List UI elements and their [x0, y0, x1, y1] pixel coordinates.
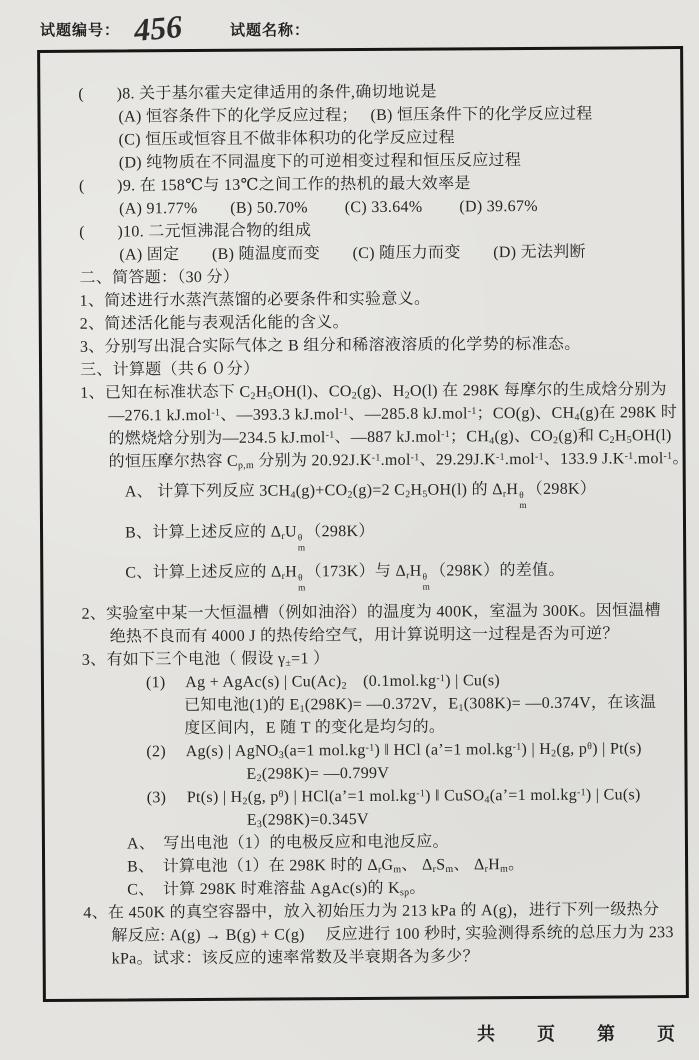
- calc-p1-part-a: A、 计算下列反应 $3CH_4(g)+CO_2(g)=2$ $C_2H_5OH(l)$ 的 $\Delta_rH$ θ m （298K）: [124, 480, 597, 511]
- calc-p3-cell-2-emf: $E_2(298K)=$ —0.799V: [246, 764, 390, 785]
- page-footer-pagination: 共 页 第 页: [477, 1024, 677, 1044]
- calc-p1-line-3: 的燃烧焓分别为—234.5 kJ.mol$^{-1}$、—887 kJ.mol$^{-1}$；$CH_4(g)$、$CO_2(g)$和 $C_2H_5OH(l)$: [108, 427, 672, 448]
- calc-p2-line-2: 绝热不良而有 4000 J 的热传给空气，用计算说明这一过程是否为可逆？: [109, 625, 619, 646]
- calc-p3-head: 3、有如下三个电池（ 假设 $\gamma_\pm=1$ ）: [81, 650, 330, 669]
- calc-p1-line-2: —276.1 kJ.mol$^{-1}$、—393.3 kJ.mol$^{-1}$、—285.8 kJ.mol$^{-1}$；CO(g)、$CH_4(g)$在 298K 时: [108, 404, 678, 425]
- q10-options: (A) 固定 (B) 随温度而变 (C) 随压力而变 (D) 无法判断: [119, 243, 586, 264]
- calc-p1-part-b: B、计算上述反应的 $\Delta_rU$ θ m （298K）: [124, 522, 375, 553]
- calc-p4-line-3: kPa。试求：该反应的速率常数及半衰期各为多少？: [111, 948, 479, 968]
- short-answer-item-2: 2、简述活化能与表观活化能的含义。: [79, 314, 349, 333]
- calc-p3-cell-2: (2) Ag(s) | AgNO$_3$(a=1 $mol.kg^{-1}$) ‖ HCl (a’=1 $mol.kg^{-1}$) | $H_2(g$, $p^\theta$) | Pt(s): [146, 740, 642, 761]
- calc-p3-cell-1: (1) Ag + AgAc(s) | $Cu(Ac)_2$ $(0.1mol.kg^{-1})$ | Cu(s): [145, 672, 501, 692]
- calc-p4-line-2: 解反应: A(g) → B(g) + C(g) 反应进行 100 秒时, 实验测得系统的总压力为 233: [111, 924, 674, 945]
- q8-option-c: (C) 恒压或恒容且不做非体积功的化学反应过程: [118, 129, 455, 149]
- calc-p3-part-c: C、 计算 298K 时难溶盐 AgAc(s)的 $K_{sp}$。: [127, 879, 426, 899]
- exam-name-label: 试题名称：: [230, 23, 311, 39]
- q10-stem: ( )10. 二元恒沸混合物的组成: [79, 222, 312, 241]
- calc-p1-line-4: 的恒压摩尔热容 $C_{p,m}$ 分别为 $20.92J.K^{-1}.mol^{-1}$、$29.29J.K^{-1}.mol^{-1}$、133.9 $J.K^{-1}.mol^{-1}$。: [108, 450, 689, 472]
- calculation-title: 三、计算题（共６０分）: [80, 360, 260, 379]
- q8-option-d: (D) 纯物质在不同温度下的可逆相变过程和恒压反应过程: [118, 152, 522, 172]
- q8-options-ab: (A) 恒容条件下的化学反应过程； (B) 恒压条件下的化学反应过程: [118, 105, 593, 126]
- exam-content-frame: [37, 46, 689, 1002]
- calc-p3-cell-1-note-2: 度区间内，E 随 T 的变化是均匀的。: [184, 718, 446, 738]
- q9-options: (A) 91.77% (B) 50.70% (C) 33.64% (D) 39.67%: [119, 197, 538, 218]
- calc-p1-part-c: C、计算上述反应的 $\Delta_rH$ θ m （173K）与 $\Delta_rH$ θ m （298K）的差值。: [125, 562, 565, 594]
- short-answer-item-3: 3、分别写出混合实际气体之 B 组分和稀溶液溶质的化学势的标准态。: [79, 335, 581, 356]
- exam-number-handwritten: 456: [132, 7, 184, 49]
- short-answer-title: 二、简答题：（30 分）: [79, 268, 240, 287]
- short-answer-item-1: 1、简述进行水蒸汽蒸馏的必要条件和实验意义。: [79, 290, 431, 310]
- calc-p1-line-1: 1、已知在标准状态下 $C_2H_5OH(l)$、$CO_2(g)$、$H_2O(l)$ 在 298K 每摩尔的生成焓分别为: [80, 381, 667, 403]
- q8-stem: ( )8. 关于基尔霍夫定律适用的条件,确切地说是: [78, 83, 437, 103]
- page-header: [40, 7, 311, 49]
- calc-p2-line-1: 2、实验室中某一大恒温槽（例如油浴）的温度为 400K，室温为 300K。因恒温槽: [81, 602, 662, 623]
- calc-p4-line-1: 4、在 450K 的真空容器中，放入初始压力为 213 kPa 的 A(g)，进行下列一级热分: [83, 901, 660, 922]
- calc-p3-cell-1-note-1: 已知电池(1)的 $E_1(298K)=$ —0.372V，$E_1(308K)=$ —0.374V，在该温: [184, 694, 657, 715]
- calc-p3-part-a: A、 写出电池（1）的电极反应和电池反应。: [126, 833, 449, 853]
- calc-p3-part-b: B、 计算电池（1）在 298K 时的 $\Delta_rG_m$、 $\Delta_rS_m$、 $\Delta_rH_m$。: [127, 855, 525, 876]
- calc-p3-cell-3: (3) Pt(s) | $H_2(g$, $p^\theta$) | HCl(a’=1 $mol.kg^{-1}$) ‖ CuSO$_4$(a’=1 $mol.kg^{-1}$) | Cu(s): [146, 786, 641, 808]
- q9-stem: ( )9. 在 158℃与 13℃之间工作的热机的最大效率是: [78, 175, 471, 195]
- calc-p3-cell-3-emf: $E_3(298K)=0.345V$: [246, 810, 369, 831]
- exam-number-label: 试题编号：: [40, 23, 121, 39]
